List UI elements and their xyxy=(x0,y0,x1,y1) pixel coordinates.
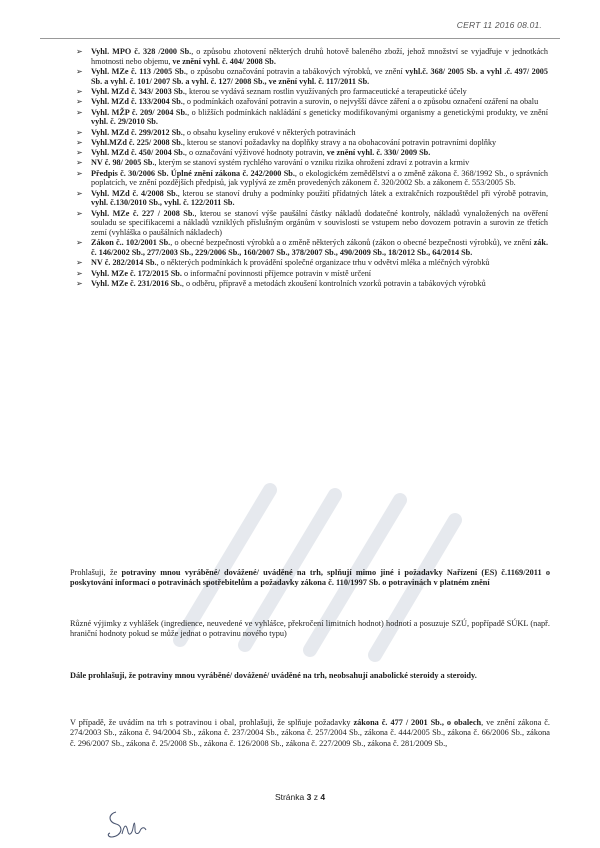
packaging-paragraph: V případě, že uvádím na trh s potravinou i obal, prohlašuji, že splňuje požadavky zákona č. 477 / 2001 Sb., o obalech, ve znění zákona č. 274/2003 Sb., zákona č. 94/2004 Sb., zákona č. 237/2004 Sb., zákona č. 257/2004 Sb., zákona č. 444/2005 Sb., zákona č. 66/2006 Sb., zákona č. 296/2007 Sb., zákona č. 25/2008 Sb., zákona č. 126/2008 Sb., zákona č. 227/2009 Sb., zákona č. 281/2009 Sb., xyxy=(70,718,550,748)
arrow-bullet-icon: ➢ xyxy=(76,279,83,289)
arrow-bullet-icon: ➢ xyxy=(76,127,83,137)
arrow-bullet-icon: ➢ xyxy=(76,208,83,218)
arrow-bullet-icon: ➢ xyxy=(76,67,83,76)
list-item: ➢ Vyhl. MPO č. 328 /2000 Sb., o způsobu zhotovení některých druhů hotově baleného zboží, jehož množství se vyjadřuje v jednotkách hmotnosti nebo objemu, ve znění vyhl. č. 404/ 2008 Sb. xyxy=(76,47,548,66)
arrow-bullet-icon: ➢ xyxy=(76,258,83,268)
list-item: ➢ NV č. 98/ 2005 Sb., kterým se stanoví systém rychlého varování o vzniku rizika ohrožení zdraví z potravin a krmiv xyxy=(76,158,470,168)
arrow-bullet-icon: ➢ xyxy=(76,268,83,278)
list-item: ➢ Předpis č. 30/2006 Sb. Úplné znění zákona č. 242/2000 Sb., o ekologickém zemědělství a o změně zákona č. 368/1992 Sb., o správních poplatcích, ve znění pozdějších předpisů, jak vyplývá ze změn provedených zákonem č. 320/2002 Sb. a zákonem č. 553/2005 Sb. xyxy=(76,168,548,188)
arrow-bullet-icon: ➢ xyxy=(76,97,83,107)
list-item: ➢ Zákon č.. 102/2001 Sb., o obecné bezpečnosti výrobků a o změně některých zákonů (zákon o obecné bezpečnosti výrobků), ve znění zák. č. 146/2002 Sb., 277/2003 Sb., 229/2006 Sb., 160/2007 Sb., 378/2007 Sb., 490/2009 Sb., 18/2012 Sb., 64/2014 Sb. xyxy=(76,238,549,258)
list-item: ➢ Vyhl. MZd č. 299/2012 Sb., o obsahu kyseliny erukové v některých potravinách xyxy=(76,127,356,137)
list-item: ➢ Vyhl. MZe č. 113 /2005 Sb., o způsobu označování potravin a tabákových výrobků, ve znění vyhl.č. 368/ 2005 Sb. a vyhl .č. 497/ 2005 Sb. a vyhl. č. 101/ 2007 Sb. a vyhl. č. 127/ 2008 Sb., ve znění vyhl. č. 117/2011 Sb. xyxy=(76,67,548,86)
list-item: ➢ Vyhl. MZd č. 4/2008 Sb., kterou se stanoví druhy a podmínky použití přídatných látek a extrakčních rozpouštědel při výrobě potravin, vyhl. č.130/2010 Sb., vyhl. č. 122/2011 Sb. xyxy=(76,188,549,208)
arrow-bullet-icon: ➢ xyxy=(76,107,83,117)
list-item: ➢ Vyhl. MZe č. 172/2015 Sb. o informační povinnosti příjemce potravin v místě určení xyxy=(76,268,372,278)
header-rule xyxy=(40,38,560,39)
arrow-bullet-icon: ➢ xyxy=(76,168,83,178)
page-number: Stránka 3 z 4 xyxy=(274,792,326,802)
arrow-bullet-icon: ➢ xyxy=(76,188,83,198)
arrow-bullet-icon: ➢ xyxy=(76,87,83,96)
list-item: ➢ Vyhl.MZd č. 225/ 2008 Sb., kterou se stanoví požadavky na doplňky stravy a na obohacování potravin potravními doplňky xyxy=(76,137,497,147)
arrow-bullet-icon: ➢ xyxy=(76,158,83,168)
steroids-declaration: Dále prohlašuji, že potraviny mnou vyráběné/ dovážené/ uváděné na trh, neobsahují anabolické steroidy a steroidy. xyxy=(70,671,477,680)
declaration-paragraph: Prohlašuji, že potraviny mnou vyráběné/ dovážené/ uváděné na trh, splňují mimo jiné i požadavky Nařízení (ES) č.1169/2011 o poskytování informací o potravinách spotřebitelům a požadavky zákona č. 110/1997 Sb. o potravinách v platném znění xyxy=(70,568,550,588)
list-item: ➢ Vyhl. MZe č. 231/2016 Sb., o odběru, přípravě a metodách zkoušení kontrolních vzorků potravin a tabákových výrobků xyxy=(76,279,486,289)
handwritten-signature xyxy=(102,804,152,844)
list-item: ➢ Vyhl. MZd č. 133/2004 Sb., o podmínkách ozařování potravin a surovin, o nejvyšší dávce záření a o způsobu označení ozáření na obalu xyxy=(76,97,539,107)
exceptions-paragraph: Různé výjimky z vyhlášek (ingredience, neuvedené ve vyhlášce, překročení limitních hodnot) hodnotí a posuzuje SZÚ, popřípadě SÚKL (např. hraniční hodnoty pokud se může jednat o potravinu nového typu) xyxy=(70,619,550,639)
arrow-bullet-icon: ➢ xyxy=(76,137,83,147)
list-item: ➢ NV č. 282/2014 Sb., o některých podmínkách k provádění společné organizace trhu v odvětví mléka a mléčných výrobků xyxy=(76,258,490,268)
arrow-bullet-icon: ➢ xyxy=(76,148,83,158)
arrow-bullet-icon: ➢ xyxy=(76,238,83,248)
list-item: ➢ Vyhl. MŽP č. 209/ 2004 Sb., o bližších podmínkách nakládání s geneticky modifikovanými organismy a genetickými produkty, ve znění vyhl. č. 29/2010 Sb. xyxy=(76,107,548,127)
regulation-list xyxy=(76,47,548,289)
list-item: ➢ Vyhl. MZe č. 227 / 2008 Sb., kterou se stanoví výše paušální částky nákladů dodatečné kontroly, nákladů vynaložených na ověření souladu se specifikacemi a nákladů vzniklých příslušným orgánům v souvislosti se vstupem nebo dovozem potravin a surovin ze třetích zemí (vyhláška o paušálních nákladech) xyxy=(76,208,548,238)
arrow-bullet-icon: ➢ xyxy=(76,47,83,56)
document-code: CERT 11 2016 08.01. xyxy=(456,20,542,30)
list-item: ➢ Vyhl. MZd č. 450/ 2004 Sb., o označování výživové hodnoty potravin, ve znění vyhl. č. 330/ 2009 Sb. xyxy=(76,148,431,158)
list-item: ➢ Vyhl. MZd č. 343/ 2003 Sb., kterou se vydává seznam rostlin využívaných pro farmaceutické a terapeutické účely xyxy=(76,87,467,96)
